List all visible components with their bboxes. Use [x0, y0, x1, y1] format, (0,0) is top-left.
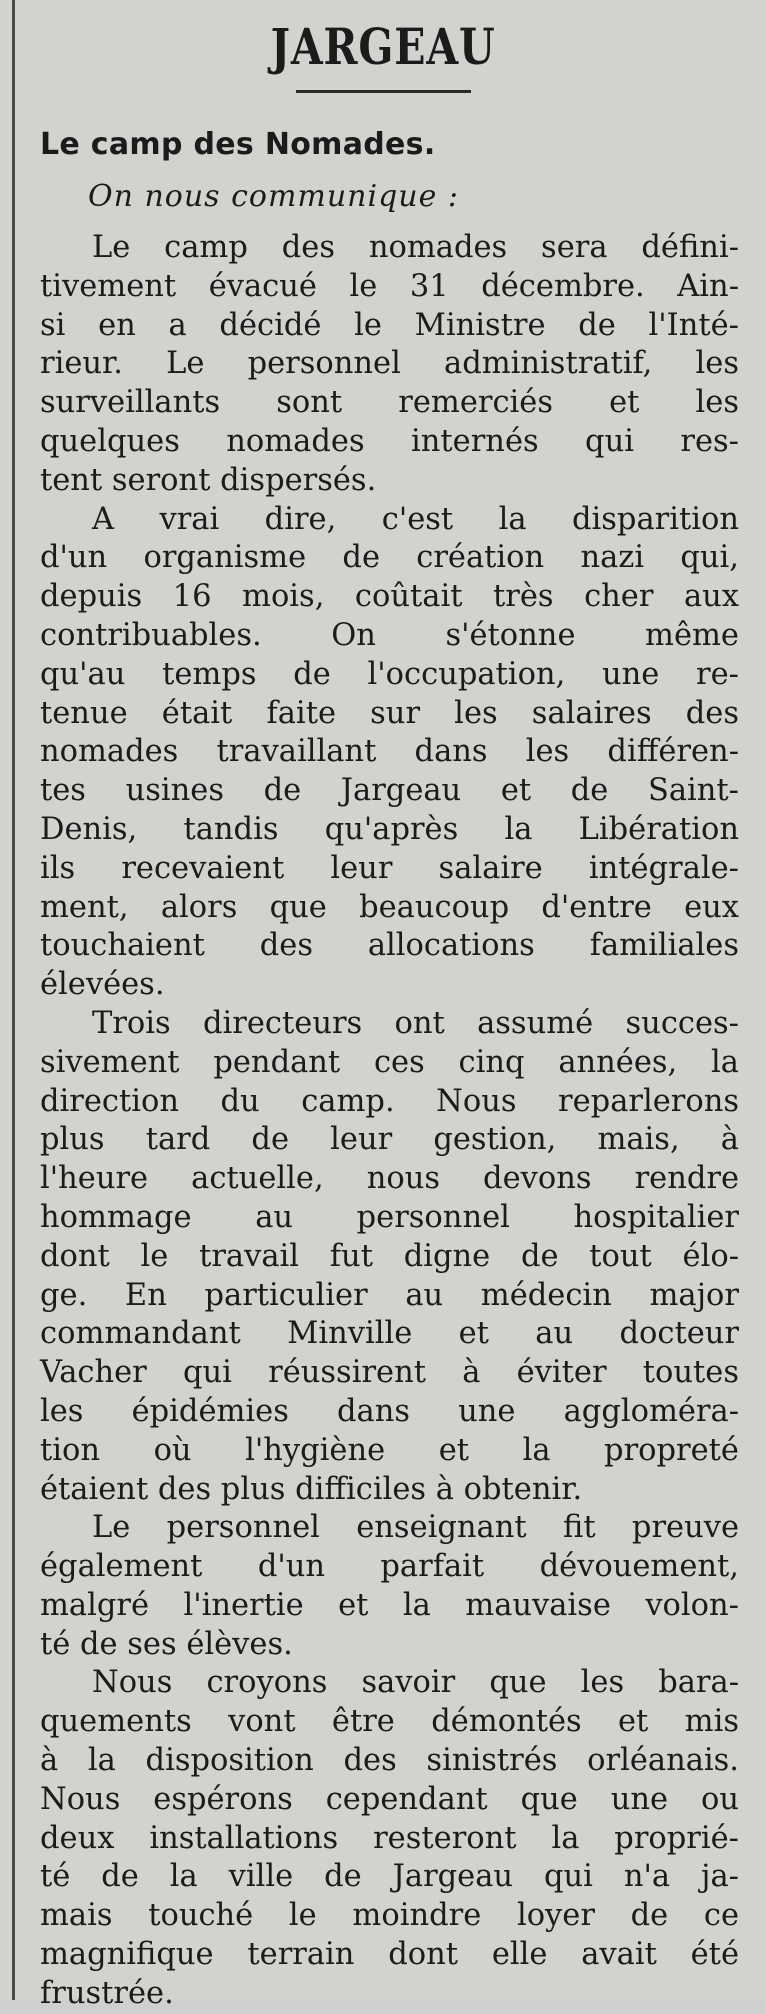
article-body: [18, 229, 739, 2014]
text-line: mais touché le moindre loyer de ce: [40, 1898, 739, 1934]
paragraph-4: [40, 1509, 739, 1664]
text-line: Denis, tandis qu'après la Libération: [40, 811, 739, 847]
text-line: Nous espérons cependant que une ou: [40, 1781, 739, 1817]
text-line: tivement évacué le 31 décembre. Ain-: [40, 268, 739, 304]
text-line: contribuables. On s'étonne même: [40, 617, 739, 653]
text-line: ils recevaient leur salaire intégrale-: [40, 850, 739, 886]
text-line: deux installations resteront la proprié-: [40, 1820, 739, 1856]
title-divider: [296, 90, 471, 93]
text-line: té de ses élèves.: [40, 1626, 293, 1662]
text-line: Vacher qui réussirent à éviter toutes: [40, 1355, 739, 1391]
text-line: depuis 16 mois, coûtait très cher aux: [40, 579, 739, 615]
text-line: rieur. Le personnel administratif, les: [40, 346, 739, 382]
text-line: qu'au temps de l'occupation, une re-: [40, 656, 739, 692]
paragraph-3: [40, 1005, 739, 1509]
text-line: quelques nomades internés qui res-: [40, 423, 739, 459]
text-line: surveillants sont remerciés et les: [40, 385, 739, 421]
text-line: té de la ville de Jargeau qui n'a ja-: [40, 1859, 739, 1895]
text-line: plus tard de leur gestion, mais, à: [40, 1122, 739, 1158]
text-line: également d'un parfait dévouement,: [40, 1549, 739, 1585]
text-line: l'heure actuelle, nous devons rendre: [40, 1161, 739, 1197]
page-title: JARGEAU: [271, 17, 496, 76]
paragraph-5: [40, 1664, 739, 2013]
text-line: magnifique terrain dont elle avait été: [40, 1937, 739, 1973]
text-line: direction du camp. Nous reparlerons: [40, 1083, 739, 1119]
text-line: frustrée.: [40, 1975, 174, 2011]
text-line: hommage au personnel hospitalier: [40, 1199, 739, 1235]
paragraph-1: [40, 229, 739, 501]
text-line: nomades travaillant dans les différen-: [40, 734, 739, 770]
text-line: malgré l'inertie et la mauvaise volon-: [40, 1587, 739, 1623]
article-intro: On nous communique :: [88, 179, 460, 214]
text-line: sivement pendant ces cinq années, la: [40, 1044, 739, 1080]
text-line: A vrai dire, c'est la disparition: [92, 501, 739, 537]
text-line: tenue était faite sur les salaires des: [40, 695, 739, 731]
article-heading: Le camp des Nomades.: [40, 127, 436, 162]
text-line: Le personnel enseignant fit preuve: [92, 1510, 739, 1546]
text-line: tes usines de Jargeau et de Saint-: [40, 773, 739, 809]
text-line: d'un organisme de création nazi qui,: [40, 540, 739, 576]
text-line: si en a décidé le Ministre de l'Inté-: [40, 307, 739, 343]
text-line: commandant Minville et au docteur: [40, 1316, 739, 1352]
column-rule: [12, 0, 15, 2000]
text-line: quements vont être démontés et mis: [40, 1704, 739, 1740]
text-line: étaient des plus difficiles à obtenir.: [40, 1471, 583, 1507]
paragraph-2: [40, 501, 739, 1005]
text-line: Nous croyons savoir que les bara-: [92, 1665, 739, 1701]
text-line: tion où l'hygiène et la propreté: [40, 1432, 739, 1468]
text-line: tent seront dispersés.: [40, 462, 377, 498]
masthead: [18, 0, 739, 93]
text-line: élevées.: [40, 967, 165, 1003]
text-line: Trois directeurs ont assumé succes-: [92, 1005, 739, 1041]
text-line: dont le travail fut digne de tout élo-: [40, 1238, 739, 1274]
text-line: ment, alors que beaucoup d'entre eux: [40, 889, 739, 925]
text-line: Le camp des nomades sera défini-: [92, 230, 739, 265]
text-line: touchaient des allocations familiales: [40, 928, 739, 964]
text-line: les épidémies dans une aggloméra-: [40, 1393, 739, 1429]
text-line: ge. En particulier au médecin major: [40, 1277, 739, 1313]
text-line: à la disposition des sinistrés orléanais.: [40, 1743, 739, 1779]
